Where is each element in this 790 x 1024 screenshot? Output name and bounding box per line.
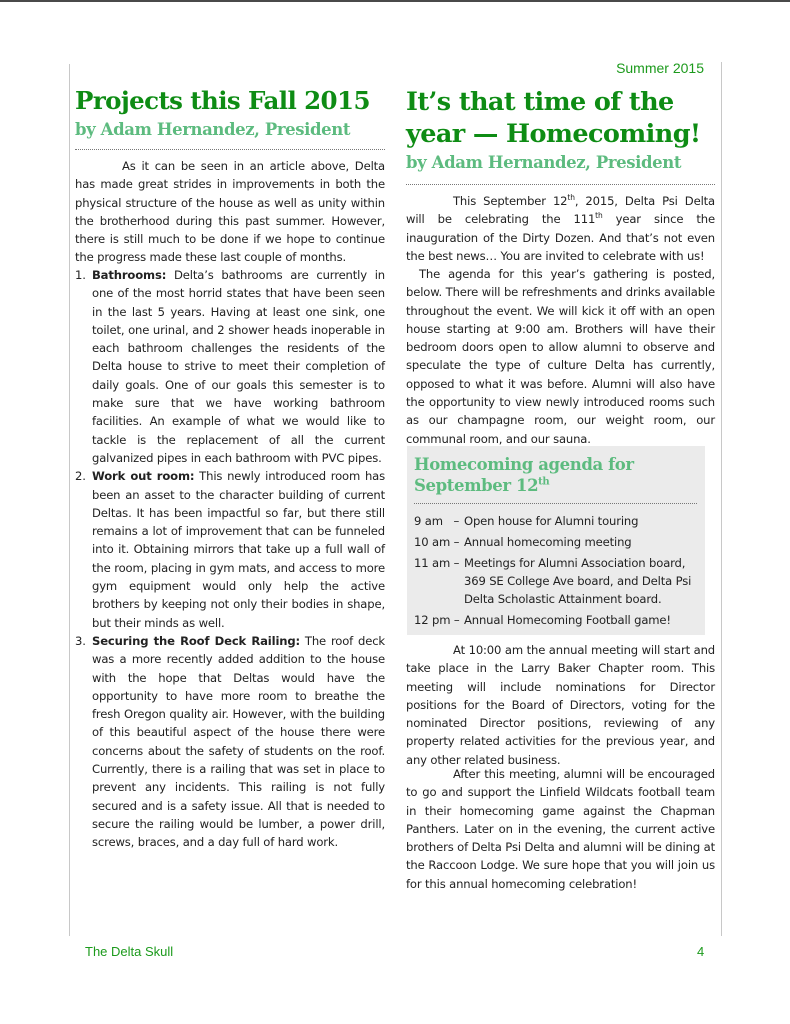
issue-label: Summer 2015 bbox=[616, 60, 704, 76]
agenda-desc: Annual Homecoming Football game! bbox=[464, 613, 671, 627]
agenda-list bbox=[414, 512, 704, 632]
agenda-desc: Open house for Alumni touring bbox=[464, 514, 639, 528]
left-column-rule bbox=[69, 64, 70, 936]
agenda-desc: Annual homecoming meeting bbox=[464, 535, 632, 549]
superscript: th bbox=[595, 211, 603, 221]
footer-page-number: 4 bbox=[697, 944, 705, 959]
agenda-row bbox=[414, 554, 704, 608]
agenda-time: 10 am – bbox=[414, 535, 460, 549]
projects-list bbox=[75, 266, 385, 852]
text: year since the inauguration of the Dirty Dozen. And that’s not even the best news… You are invited to celebrate with us! bbox=[406, 212, 715, 263]
dotted-divider bbox=[75, 149, 385, 150]
dotted-divider bbox=[414, 503, 697, 504]
paragraph-2: The agenda for this year’s gathering is posted, below. There will be refreshments and drinks available throughout the event. We will kick it off with an open house starting at 9:00 am. Brothers will have their bedroom doors open to allow alumni to observe and speculate the type of culture Delta has currently, opposed to what it was before. Alumni will also have the opportunity to view newly introduced rooms such as our champagne room, our weight room, our communal room, and our sauna. bbox=[406, 267, 715, 446]
footer-publication: The Delta Skull bbox=[85, 944, 174, 959]
article-byline: by Adam Hernandez, President bbox=[75, 120, 351, 139]
item-label: Securing the Roof Deck Railing: bbox=[92, 633, 301, 648]
paragraph-4: After this meeting, alumni will be encouraged to go and support the Linfield Wildcats football team in their homecoming game against the Chapman Panthers. Later on in the evening, the current active brothers of Delta Psi Delta and alumni will be dining at the Raccoon Lodge. We sure hope that you will join us for this annual homecoming celebration! bbox=[406, 767, 715, 891]
item-number: 2. bbox=[75, 469, 86, 484]
item-label: Bathrooms: bbox=[92, 268, 167, 282]
item-text: The roof deck was a more recently added addition to the house with the hope that Deltas would have the opportunity to have more room to breathe the fresh Oregon quality air. However, with the building of this beautiful aspect of the house there were concerns about the safety of students on the roof. Currently, there is a railing that was set in place to prevent any incidents. This railing is not fully secured and is a safety issue. All that is needed to secure the railing would be lumber, a power drill, screws, braces, and a day full of hard work. bbox=[92, 633, 385, 850]
window-top-border bbox=[0, 0, 790, 2]
text: , 2015, Delta Psi Delta will be celebrating the 111 bbox=[406, 194, 715, 227]
agenda-title bbox=[414, 454, 634, 496]
agenda-time: 11 am – bbox=[414, 556, 460, 570]
item-text: Delta’s bathrooms are currently in one of the most horrid states that have been seen in the last 5 years. Having at least one sink, one toilet, one urinal, and 2 shower heads inoperable in each bathroom challenges the residents of the Delta house to strive to meet their completion of daily goals. One of our goals this semester is to make sure that we have working bathroom facilities. An example of what we would like to tackle is the replacement of all the current galvanized pipes in each bathroom with PVC pipes. bbox=[92, 268, 385, 465]
text: This September 12 bbox=[453, 194, 568, 208]
superscript: th bbox=[538, 476, 550, 488]
paragraph-1 bbox=[406, 192, 715, 265]
superscript: th bbox=[567, 193, 575, 203]
item-number: 3. bbox=[75, 633, 86, 648]
article-title: Projects this Fall 2015 bbox=[75, 86, 370, 115]
list-item bbox=[75, 266, 385, 467]
agenda-time: 9 am – bbox=[414, 514, 460, 528]
agenda-title-line1: Homecoming agenda for bbox=[414, 455, 634, 474]
agenda-row bbox=[414, 611, 704, 629]
agenda-title-line2: September 12 bbox=[414, 476, 539, 495]
dotted-divider bbox=[406, 184, 715, 185]
agenda-time: 12 pm – bbox=[414, 613, 460, 627]
article-title: It’s that time of the year — Homecoming! bbox=[406, 87, 701, 149]
agenda-row bbox=[414, 533, 704, 551]
item-label: Work out room: bbox=[92, 469, 195, 484]
intro-paragraph: As it can be seen in an article above, Delta has made great strides in improvements in both the physical structure of the house as well as unity within the brotherhood during this past summer. However, there is still much to be done if we hope to continue the progress made these last couple of months. bbox=[75, 159, 385, 265]
agenda-row bbox=[414, 512, 704, 530]
item-number: 1. bbox=[75, 268, 86, 282]
item-text: This newly introduced room has been an asset to the character building of current Deltas. It has been impactful so far, but there still remains a lot of improvement that can be funneled into it. Obtaining mirrors that take up a full wall of the room, placing in gym mats, and access to more gym equipment would only help the active brothers by keeping not only their bodies in shape, but their minds as well. bbox=[92, 469, 385, 630]
agenda-box bbox=[407, 446, 705, 635]
right-column-rule bbox=[721, 62, 722, 936]
paragraph-3: At 10:00 am the annual meeting will start and take place in the Larry Baker Chapter room. This meeting will include nominations for Director positions for the Board of Directors, voting for the nominated Director positions, reviewing of any property related activities for the previous year, and any other related business. bbox=[406, 643, 715, 767]
list-item bbox=[75, 632, 385, 852]
list-item bbox=[75, 467, 385, 632]
article-byline: by Adam Hernandez, President bbox=[406, 153, 682, 172]
agenda-desc: Meetings for Alumni Association board, 369 SE College Ave board, and Delta Psi Delta Scholastic Attainment board. bbox=[464, 556, 692, 606]
